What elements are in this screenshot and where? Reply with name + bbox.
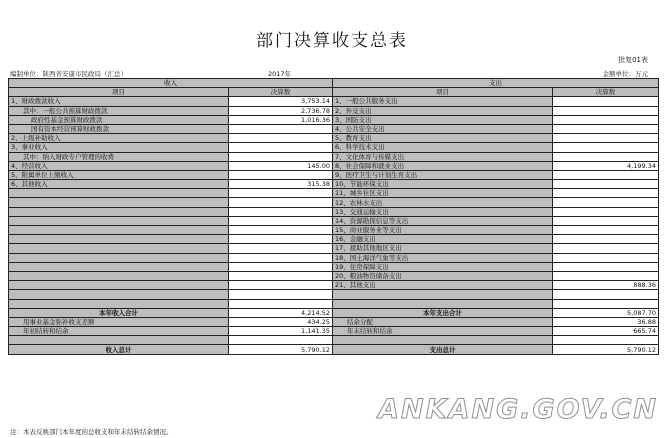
table-row [9,216,659,225]
table-row [9,143,659,152]
table-row [9,262,659,271]
income-item-label [9,216,229,225]
expense-item-value [553,235,659,244]
expense-item-label: 3、国防支出 [333,115,553,124]
income-item-value [229,216,333,225]
income-item-label: 2、上级补助收入 [9,134,229,143]
grand-total-row [9,345,659,354]
expense-item-value [553,124,659,133]
expense-item-label [333,290,553,299]
income-item-label: 4、经营收入 [9,161,229,170]
end-balance-label: 年末结转和结余 [333,327,553,336]
income-item-value [229,226,333,235]
table-row [9,198,659,207]
income-item-value [229,271,333,280]
expense-item-label: 19、住房保障支出 [333,262,553,271]
expense-item-label: 11、城乡社区支出 [333,189,553,198]
income-item-value: 3,753.14 [229,97,333,106]
grand-expense-label: 支出总计 [333,345,553,354]
expense-item-label: 2、外交支出 [333,106,553,115]
compiling-unit: 编制单位：陕西省安康市民政局（汇总） [10,70,127,78]
expense-item-value [553,189,659,198]
expense-item-value [553,244,659,253]
income-item-label [9,290,229,299]
expense-amount-header: 决算数 [553,88,659,97]
report-year: 2017年 [268,70,292,78]
income-item-value: 1,016.36 [229,115,333,124]
section-header-row [9,79,659,88]
income-item-label: 政府性基金预算财政拨款 [9,115,229,124]
table-row [9,253,659,262]
table-row [9,170,659,179]
expense-item-value [553,299,659,308]
expense-item-value [553,226,659,235]
table-row [9,189,659,198]
table-row [9,124,659,133]
expense-item-value [553,253,659,262]
income-item-value [229,244,333,253]
table-row [9,115,659,124]
expense-item-value [553,290,659,299]
income-item-label [9,235,229,244]
expense-item-label: 13、交通运输支出 [333,207,553,216]
income-item-value [229,290,333,299]
income-item-value: 2,736.78 [229,106,333,115]
income-item-label [9,271,229,280]
income-item-label [9,281,229,290]
expense-item-label: 7、文化体育与传媒支出 [333,152,553,161]
expense-item-label: 8、社会保障和就业支出 [333,161,553,170]
expense-item-label [333,299,553,308]
expense-item-label: 10、节能环保支出 [333,180,553,189]
expense-item-label: 16、金融支出 [333,235,553,244]
expense-item-value: 4,199.34 [553,161,659,170]
income-item-label: 1、财政拨款收入 [9,97,229,106]
income-item-label: 国有资本经营预算财政拨款 [9,124,229,133]
expense-header: 支出 [333,79,659,88]
money-unit: 金额单位：万元 [602,70,648,78]
expense-item-label: 17、援助其他地区支出 [333,244,553,253]
income-header: 收入 [9,79,333,88]
expense-item-label: 1、一般公共服务支出 [333,97,553,106]
expense-item-label: 4、公共安全支出 [333,124,553,133]
income-item-label [9,253,229,262]
expense-item-value [553,180,659,189]
grand-expense-value: 5,790.12 [553,345,659,354]
expense-item-header: 项目 [333,88,553,97]
site-watermark: ANKANG.GOV.CN [378,394,658,425]
income-item-label [9,262,229,271]
table-row [9,106,659,115]
income-item-label: 其中：纳入财政专户管理的收费 [9,152,229,161]
table-row [9,180,659,189]
income-item-label: 5、附属单位上缴收入 [9,170,229,179]
expense-item-value [553,152,659,161]
income-item-value [229,134,333,143]
form-number: 批复01表 [618,56,648,64]
table-row [9,152,659,161]
table-row [9,134,659,143]
table-row [9,235,659,244]
table-row [9,226,659,235]
expense-item-label: 15、商业服务业等支出 [333,226,553,235]
total-row [9,308,659,317]
income-item-value [229,281,333,290]
expense-total-label: 本年支出合计 [333,308,553,317]
table-row [9,97,659,106]
column-header-row [9,88,659,97]
surplus-dist-label: 结余分配 [333,317,553,326]
income-item-label [9,189,229,198]
table-row [9,244,659,253]
expense-item-label: 5、教育支出 [333,134,553,143]
income-item-value: 145.00 [229,161,333,170]
income-item-header: 项目 [9,88,229,97]
expense-item-value [553,97,659,106]
use-fund-label: 用事业基金弥补收支差额 [9,317,229,326]
expense-item-value [553,143,659,152]
expense-item-value [553,198,659,207]
income-item-value [229,124,333,133]
table-row [9,161,659,170]
table-row [9,271,659,280]
income-item-label [9,244,229,253]
income-item-value [229,143,333,152]
expense-item-value: 888.36 [553,281,659,290]
expense-item-label: 9、医疗卫生与计划生育支出 [333,170,553,179]
income-item-value [229,262,333,271]
income-item-label [9,226,229,235]
blank-row [9,336,659,345]
income-item-label: 3、事业收入 [9,143,229,152]
table-row [9,290,659,299]
income-amount-header: 决算数 [229,88,333,97]
income-expense-table [8,78,659,355]
income-item-value [229,189,333,198]
expense-item-value [553,134,659,143]
income-item-value [229,198,333,207]
table-row [9,207,659,216]
income-item-label [9,207,229,216]
use-fund-value: 434.25 [229,317,333,326]
grand-income-label: 收入总计 [9,345,229,354]
table-note: 注：本表反映部门本年度的总收支和年末结转结余情况。 [10,428,173,436]
income-item-value [229,207,333,216]
expense-item-label: 12、农林水支出 [333,198,553,207]
income-total-value: 4,214.52 [229,308,333,317]
income-item-value [229,235,333,244]
income-total-label: 本年收入合计 [9,308,229,317]
income-item-value: 315.38 [229,180,333,189]
table-row [9,299,659,308]
income-item-value [229,299,333,308]
income-item-label: 其中：一般公共预算财政拨款 [9,106,229,115]
expense-total-value: 5,087.70 [553,308,659,317]
table-row [9,281,659,290]
income-item-value [229,170,333,179]
expense-item-label: 6、科学技术支出 [333,143,553,152]
income-item-value [229,152,333,161]
expense-item-label: 21、其他支出 [333,281,553,290]
expense-item-value [553,207,659,216]
income-item-label [9,198,229,207]
income-item-value [229,253,333,262]
income-item-label: 6、其他收入 [9,180,229,189]
expense-item-value [553,170,659,179]
end-balance-value: 665.74 [553,327,659,336]
expense-item-label: 18、国土海洋气象等支出 [333,253,553,262]
begin-balance-value: 1,141.35 [229,327,333,336]
expense-item-label: 14、资源勘探信息等支出 [333,216,553,225]
begin-balance-label: 年初结转和结余 [9,327,229,336]
expense-item-value [553,262,659,271]
expense-item-value [553,106,659,115]
balance-row [9,327,659,336]
expense-item-value [553,115,659,124]
grand-income-value: 5,790.12 [229,345,333,354]
income-item-label [9,299,229,308]
fund-row [9,317,659,326]
expense-item-value [553,271,659,280]
page-title: 部门决算收支总表 [256,31,408,51]
expense-item-label: 20、粮油物资储备支出 [333,271,553,280]
expense-item-value [553,216,659,225]
surplus-dist-value: 36.88 [553,317,659,326]
